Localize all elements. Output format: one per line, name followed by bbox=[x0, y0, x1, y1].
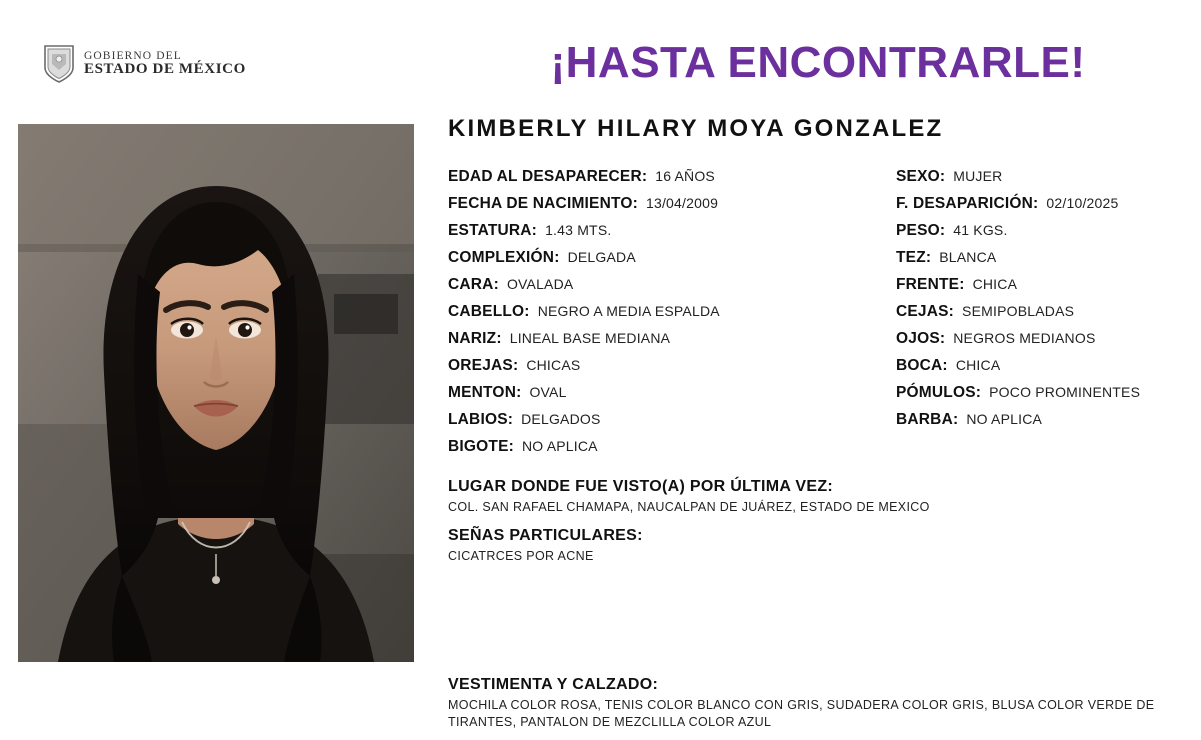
last-seen-text: COL. SAN RAFAEL CHAMAPA, NAUCALPAN DE JUÁREZ, ESTADO DE MEXICO bbox=[448, 500, 930, 514]
detail-value: OVAL bbox=[529, 384, 567, 400]
detail-label: LABIOS: bbox=[448, 411, 514, 428]
detail-row bbox=[896, 411, 1196, 438]
detail-value: CHICA bbox=[972, 276, 1018, 292]
detail-label: PESO: bbox=[896, 222, 946, 239]
last-seen-title: LUGAR DONDE FUE VISTO(A) POR ÚLTIMA VEZ: bbox=[448, 478, 834, 495]
detail-label: FECHA DE NACIMIENTO: bbox=[448, 195, 638, 212]
detail-value: POCO PROMINENTES bbox=[989, 384, 1141, 400]
detail-value: 1.43 MTS. bbox=[545, 222, 612, 238]
detail-label: COMPLEXIÓN: bbox=[448, 249, 560, 266]
government-line2: ESTADO DE MÉXICO bbox=[84, 61, 246, 78]
detail-value: DELGADOS bbox=[521, 411, 601, 427]
marks-title: SEÑAS PARTICULARES: bbox=[448, 527, 643, 544]
detail-label: TEZ: bbox=[896, 249, 932, 266]
page-title: ¡HASTA ENCONTRARLE! bbox=[550, 38, 1086, 87]
detail-label: FRENTE: bbox=[896, 276, 965, 293]
detail-label: BOCA: bbox=[896, 357, 948, 374]
detail-row bbox=[896, 330, 1196, 357]
detail-value: 13/04/2009 bbox=[646, 195, 719, 211]
detail-label: BARBA: bbox=[896, 411, 959, 428]
government-logo bbox=[42, 44, 246, 84]
detail-value: NEGRO A MEDIA ESPALDA bbox=[537, 303, 720, 319]
detail-label: MENTON: bbox=[448, 384, 522, 401]
detail-label: ESTATURA: bbox=[448, 222, 538, 239]
detail-value: CHICA bbox=[955, 357, 1001, 373]
government-line1: GOBIERNO DEL bbox=[84, 50, 182, 63]
detail-row bbox=[448, 222, 896, 249]
detail-label: OJOS: bbox=[896, 330, 946, 347]
detail-row bbox=[896, 249, 1196, 276]
clothing-title: VESTIMENTA Y CALZADO: bbox=[448, 676, 659, 693]
detail-label: EDAD AL DESAPARECER: bbox=[448, 168, 648, 185]
detail-value: BLANCA bbox=[939, 249, 997, 265]
detail-value: OVALADA bbox=[506, 276, 574, 292]
detail-label: CARA: bbox=[448, 276, 499, 293]
clothing-text: MOCHILA COLOR ROSA, TENIS COLOR BLANCO CON GRIS, SUDADERA COLOR GRIS, BLUSA COLOR VERDE DE TIRANTES, PANTALON DE MEZCLILLA COLOR AZUL bbox=[448, 698, 1155, 729]
detail-value: NO APLICA bbox=[966, 411, 1043, 427]
detail-label: OREJAS: bbox=[448, 357, 519, 374]
detail-row bbox=[896, 357, 1196, 384]
clothing-section bbox=[448, 676, 1196, 731]
detail-row bbox=[896, 384, 1196, 411]
detail-row bbox=[448, 249, 896, 276]
detail-value: 41 KGS. bbox=[953, 222, 1008, 238]
detail-label: CEJAS: bbox=[896, 303, 955, 320]
details-column-right bbox=[896, 168, 1196, 465]
state-shield-icon bbox=[42, 44, 76, 84]
detail-label: BIGOTE: bbox=[448, 438, 514, 455]
detail-row bbox=[448, 411, 896, 438]
detail-value: DELGADA bbox=[567, 249, 636, 265]
detail-row bbox=[448, 357, 896, 384]
detail-value: SEMIPOBLADAS bbox=[962, 303, 1075, 319]
detail-value: 02/10/2025 bbox=[1046, 195, 1119, 211]
detail-label: F. DESAPARICIÓN: bbox=[896, 195, 1039, 212]
detail-row bbox=[896, 222, 1196, 249]
detail-value: NO APLICA bbox=[521, 438, 598, 454]
detail-label: PÓMULOS: bbox=[896, 384, 982, 401]
detail-value: LINEAL BASE MEDIANA bbox=[509, 330, 671, 346]
detail-row bbox=[896, 303, 1196, 330]
detail-row bbox=[448, 168, 896, 195]
details-section bbox=[448, 168, 1196, 465]
detail-row bbox=[896, 168, 1196, 195]
government-wordmark bbox=[84, 50, 246, 78]
detail-row bbox=[448, 330, 896, 357]
marks-section bbox=[448, 527, 1196, 565]
detail-row bbox=[896, 276, 1196, 303]
detail-row bbox=[448, 276, 896, 303]
detail-row bbox=[448, 195, 896, 222]
detail-label: CABELLO: bbox=[448, 303, 530, 320]
detail-label: SEXO: bbox=[896, 168, 946, 185]
last-seen-section bbox=[448, 478, 1196, 516]
missing-person-photo bbox=[18, 124, 414, 662]
marks-text: CICATRCES POR ACNE bbox=[448, 549, 594, 563]
details-column-left bbox=[448, 168, 896, 465]
detail-value: 16 AÑOS bbox=[655, 168, 715, 184]
detail-value: NEGROS MEDIANOS bbox=[953, 330, 1096, 346]
detail-row bbox=[448, 384, 896, 411]
detail-value: MUJER bbox=[953, 168, 1003, 184]
detail-value: CHICAS bbox=[526, 357, 581, 373]
detail-label: NARIZ: bbox=[448, 330, 502, 347]
detail-row bbox=[448, 303, 896, 330]
person-name: KIMBERLY HILARY MOYA GONZALEZ bbox=[448, 115, 944, 142]
detail-row bbox=[448, 438, 896, 465]
detail-row bbox=[896, 195, 1196, 222]
